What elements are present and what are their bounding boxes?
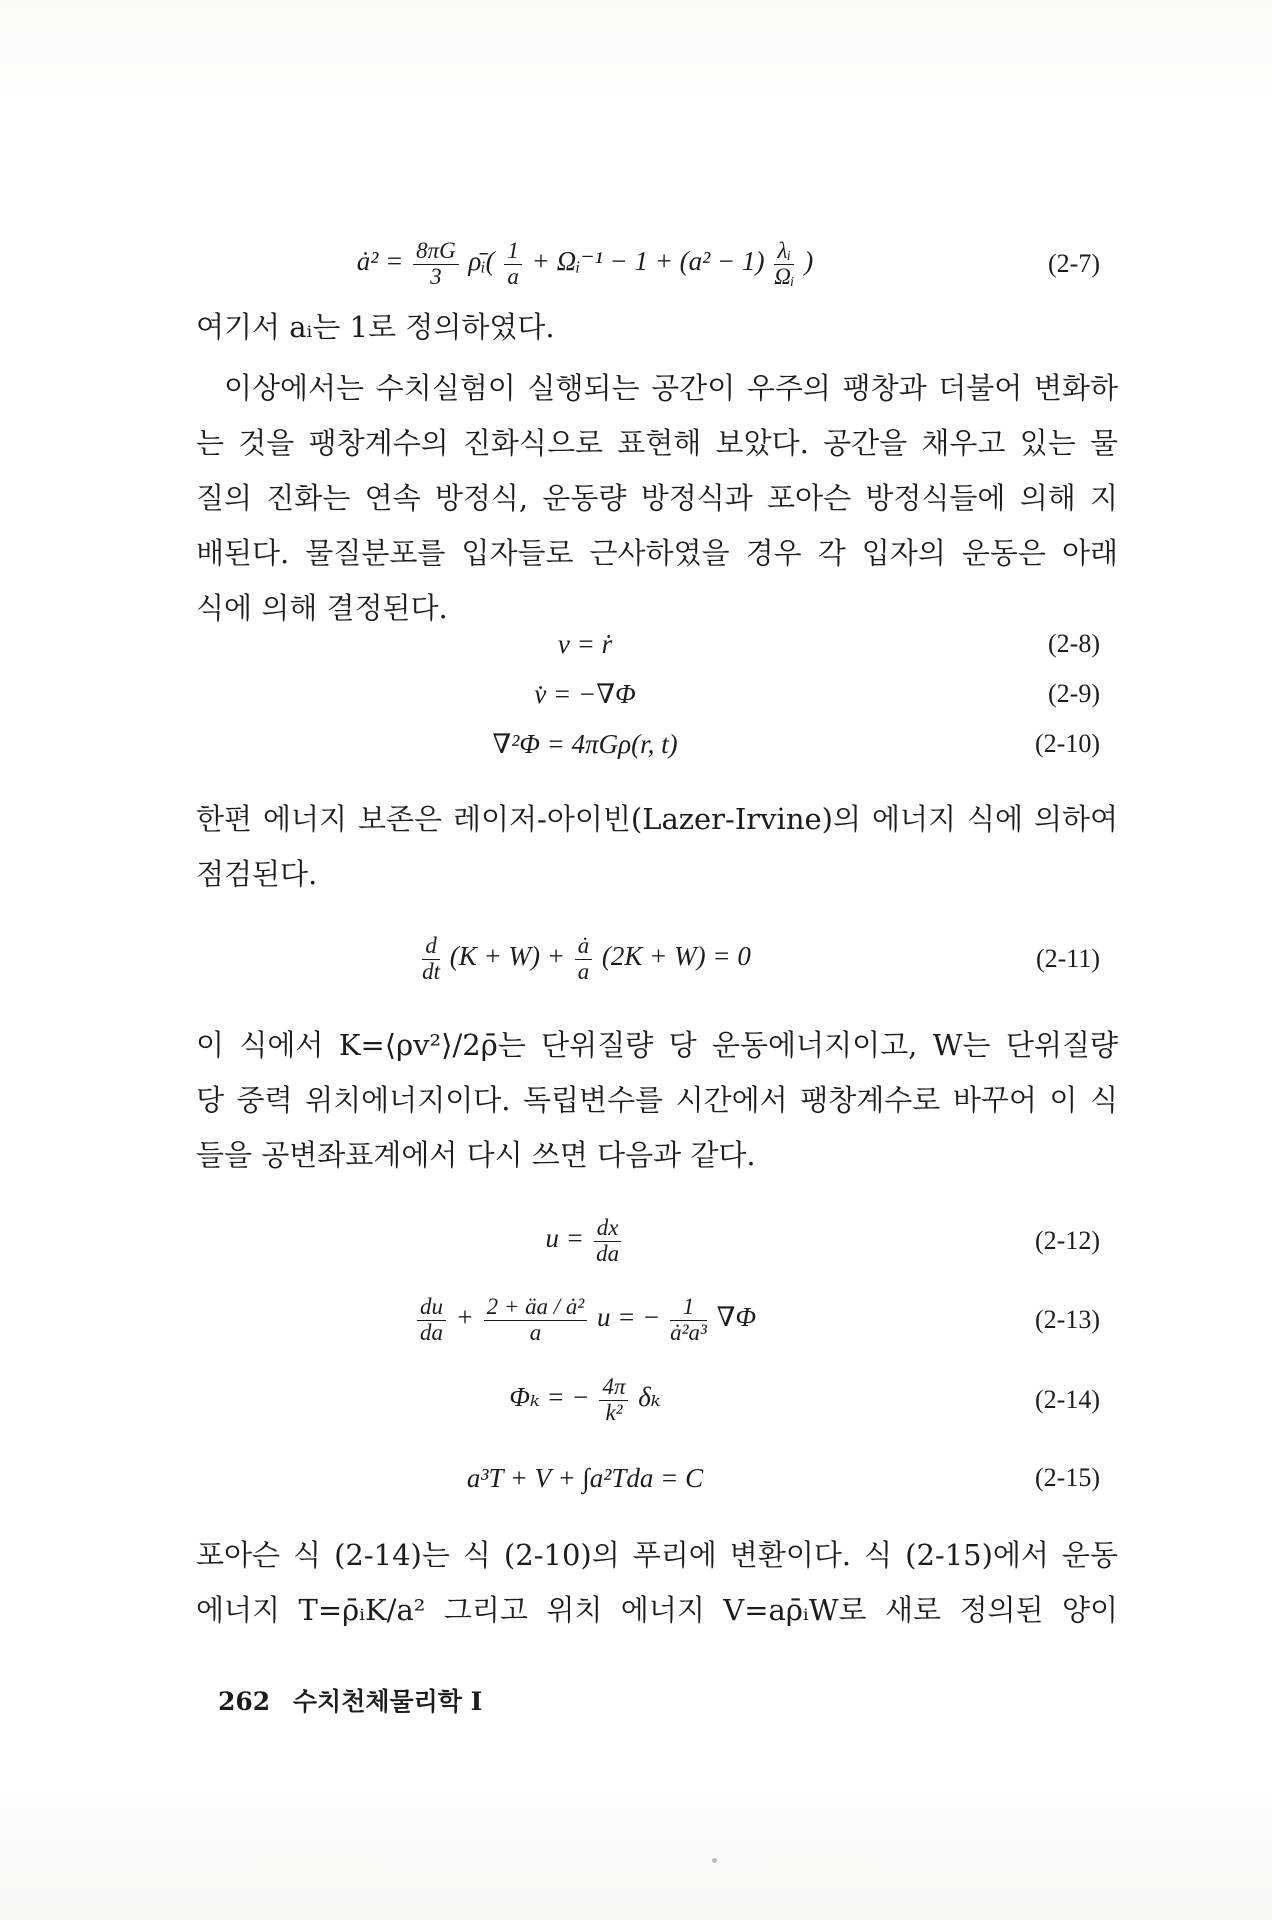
equation-number-2-11: (2-11): [1035, 944, 1100, 973]
paragraph-3-line: 한편 에너지 보존은 레이저-아이빈(Lazer-Irvine)의 에너지 식에 의하여: [196, 802, 1118, 836]
paragraph-3-line: 점검된다.: [196, 857, 318, 891]
equation-2-11-formula: [180, 934, 990, 983]
eq-2-11-frac2-den: a: [577, 958, 590, 984]
eq-2-11-frac2: [575, 934, 592, 983]
paragraph-2-line: 식에 의해 결정된다.: [196, 591, 448, 625]
equation-2-8: [180, 620, 1100, 668]
eq-2-7-coef-num: 8πG: [413, 239, 459, 264]
paragraph-1-line: 여기서 aᵢ는 1로 정의하였다.: [196, 310, 555, 344]
eq-2-12-fraction: [594, 1216, 622, 1265]
eq-2-12-den: da: [596, 1240, 620, 1266]
equation-2-7: [180, 232, 1100, 296]
eq-2-11-frac1-den: dt: [422, 958, 441, 984]
eq-2-11-frac1-num: d: [422, 934, 440, 959]
eq-2-7-frac1-num: 1: [504, 239, 521, 264]
eq-2-13-frac3-den: ȧ²a³: [670, 1319, 707, 1345]
eq-2-13-frac1-num: du: [417, 1295, 446, 1320]
paragraph-2-line: 이상에서는 수치실험이 실행되는 공간이 우주의 팽창과 더불어 변화하: [224, 371, 1118, 405]
eq-2-7-mid: + Ωᵢ⁻¹ − 1 + (a² − 1): [531, 246, 765, 277]
equation-2-9: [180, 670, 1100, 718]
equation-2-14: [180, 1362, 1100, 1438]
eq-2-7-coef-fraction: [413, 239, 459, 288]
equation-2-12: [180, 1206, 1100, 1276]
eq-2-14-fraction: [599, 1375, 628, 1424]
eq-2-7-coef-den: 3: [430, 263, 442, 289]
equation-number-2-12: (2-12): [1035, 1226, 1100, 1255]
eq-2-13-frac3: [670, 1295, 707, 1344]
equation-number-2-9: (2-9): [1048, 679, 1100, 708]
paragraph-4-line: 들을 공변좌표계에서 다시 쓰면 다음과 같다.: [196, 1138, 756, 1172]
eq-2-13-plus: +: [455, 1302, 474, 1333]
eq-2-14-den: k²: [605, 1399, 623, 1425]
eq-2-11-frac1: [422, 934, 440, 983]
eq-2-14-num: 4π: [599, 1375, 628, 1400]
paragraph-2-line: 배된다. 물질분포를 입자들로 근사하였을 경우 각 입자의 운동은 아래: [196, 536, 1118, 570]
equation-number-2-14: (2-14): [1035, 1385, 1100, 1414]
eq-2-7-close: ): [804, 246, 814, 277]
equation-2-13: [180, 1282, 1100, 1358]
eq-2-13-frac2-den: a: [529, 1319, 542, 1345]
eq-2-13-frac3-num: 1: [670, 1295, 707, 1320]
equation-number-2-15: (2-15): [1035, 1463, 1100, 1492]
eq-2-13-frac2-num: 2 + äa / ȧ²: [484, 1295, 588, 1320]
eq-2-7-lhs: ȧ² =: [356, 246, 404, 277]
eq-2-12-lhs: u =: [545, 1223, 585, 1254]
equation-2-7-formula: [180, 239, 990, 288]
eq-2-7-frac1: [504, 239, 521, 288]
page-footer: [218, 1682, 496, 1718]
page-number: 262: [218, 1687, 271, 1716]
equation-2-8-formula: v = ṙ: [557, 628, 613, 659]
equation-2-12-formula: [180, 1216, 990, 1265]
paragraph-5-line: 포아슨 식 (2-14)는 식 (2-10)의 푸리에 변환이다. 식 (2-15)에서 운동: [196, 1538, 1118, 1572]
paragraph-5-line: 에너지 T=ρ̄ᵢK/a² 그리고 위치 에너지 V=aρ̄ᵢW로 새로 정의된 양이: [196, 1593, 1118, 1627]
eq-2-13-mid: u = −: [596, 1302, 661, 1333]
paragraph-5: [196, 1528, 1118, 1638]
eq-2-7-frac2-den: Ωᵢ: [774, 263, 795, 289]
paragraph-2: [196, 361, 1118, 636]
paragraph-2-line: 는 것을 팽창계수의 진화식으로 표현해 보았다. 공간을 채우고 있는 물: [196, 426, 1118, 460]
eq-2-11-frac2-num: ȧ: [575, 934, 592, 959]
equation-2-11: [180, 924, 1100, 994]
equation-2-15-formula: a³T + V + ∫a²Tda = C: [466, 1462, 704, 1493]
eq-2-11-tail: (2K + W) = 0: [601, 941, 751, 972]
eq-2-14-tail: δₖ: [638, 1382, 661, 1413]
equation-number-2-10: (2-10): [1035, 729, 1100, 758]
paragraph-1: [196, 300, 1118, 355]
equation-2-15: [180, 1446, 1100, 1510]
paragraph-4: [196, 1018, 1118, 1183]
eq-2-11-mid: (K + W) +: [449, 941, 565, 972]
print-speck: [712, 1858, 717, 1863]
book-title: 수치천체물리학 I: [292, 1687, 483, 1716]
equation-number-2-13: (2-13): [1035, 1305, 1100, 1334]
eq-2-7-frac1-den: a: [507, 263, 519, 289]
equation-2-13-formula: [180, 1295, 990, 1344]
eq-2-7-frac2-num: λᵢ: [774, 239, 794, 264]
eq-2-13-frac1-den: da: [419, 1319, 443, 1345]
eq-2-13-tail: ∇Φ: [716, 1302, 757, 1333]
equation-2-9-formula: v̇ = −∇Φ: [534, 678, 636, 709]
eq-2-7-rho: ρ̄ᵢ(: [468, 246, 495, 277]
eq-2-7-frac2: [774, 239, 794, 288]
equation-2-14-formula: [180, 1375, 990, 1424]
paragraph-4-line: 이 식에서 K=⟨ρv²⟩/2ρ̄는 단위질량 당 운동에너지이고, W는 단위질량: [196, 1028, 1118, 1062]
equation-number-2-8: (2-8): [1048, 629, 1100, 658]
paragraph-2-line: 질의 진화는 연속 방정식, 운동량 방정식과 포아슨 방정식들에 의해 지: [196, 481, 1118, 515]
eq-2-13-frac2: [484, 1295, 588, 1344]
equation-number-2-7: (2-7): [1048, 249, 1100, 278]
paragraph-3: [196, 792, 1118, 902]
equation-2-10: [180, 720, 1100, 768]
eq-2-14-lhs: Φₖ = −: [509, 1382, 590, 1413]
eq-2-13-frac1: [417, 1295, 446, 1344]
equation-2-10-formula: ∇²Φ = 4πGρ(r, t): [492, 728, 678, 759]
eq-2-12-num: dx: [594, 1216, 622, 1241]
paragraph-4-line: 당 중력 위치에너지이다. 독립변수를 시간에서 팽창계수로 바꾸어 이 식: [196, 1083, 1118, 1117]
